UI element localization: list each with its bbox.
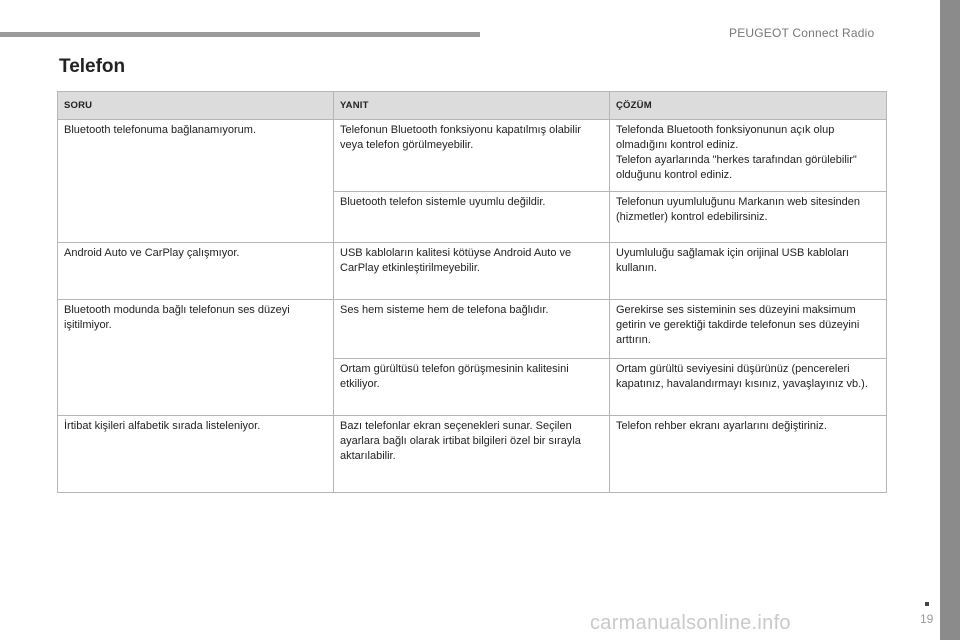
- table-row: [58, 300, 887, 359]
- question-cell: Android Auto ve CarPlay çalışmıyor.: [58, 243, 334, 300]
- solution-line: Telefonda Bluetooth fonksiyonunun açık olup olmadığını kontrol ediniz. Telefon ayarlarında "herkes tarafından görülebilir" olduğunu kontrol ediniz.: [616, 124, 857, 181]
- table-row: [58, 416, 887, 493]
- answer-cell: Bazı telefonlar ekran seçenekleri sunar. Seçilen ayarlara bağlı olarak irtibat bilgileri özel bir sırayla aktarılabilir.: [334, 416, 610, 493]
- page-title: Telefon: [59, 56, 126, 77]
- answer-cell: Bluetooth telefon sistemle uyumlu değildir.: [334, 192, 610, 243]
- table-row: [58, 120, 887, 192]
- faq-table: [57, 91, 887, 493]
- table-header-row: [58, 92, 887, 120]
- solution-cell: Ortam gürültü seviyesini düşürünüz (pencereleri kapatınız, havalandırmayı kısınız, yavaşlayınız vb.).: [610, 359, 887, 416]
- table-row: [58, 243, 887, 300]
- answer-cell: Ses hem sisteme hem de telefona bağlıdır.: [334, 300, 610, 359]
- solution-cell: Gerekirse ses sisteminin ses düzeyini maksimum getirin ve gerektiği takdirde telefonun ses düzeyini arttırın.: [610, 300, 887, 359]
- solution-cell: [610, 120, 887, 192]
- watermark: carmanualsonline.info: [590, 612, 791, 634]
- column-header-solution: ÇÖZÜM: [610, 92, 887, 120]
- solution-cell: Uyumluluğu sağlamak için orijinal USB kabloları kullanın.: [610, 243, 887, 300]
- column-header-answer: YANIT: [334, 92, 610, 120]
- answer-cell: Ortam gürültüsü telefon görüşmesinin kalitesini etkiliyor.: [334, 359, 610, 416]
- page-edge-band: [940, 0, 960, 640]
- question-cell: İrtibat kişileri alfabetik sırada listeleniyor.: [58, 416, 334, 493]
- answer-cell: USB kabloların kalitesi kötüyse Android Auto ve CarPlay etkinleştirilmeyebilir.: [334, 243, 610, 300]
- answer-cell: Telefonun Bluetooth fonksiyonu kapatılmış olabilir veya telefon görülmeyebilir.: [334, 120, 610, 192]
- solution-cell: Telefon rehber ekranı ayarlarını değiştiriniz.: [610, 416, 887, 493]
- solution-cell: Telefonun uyumluluğunu Markanın web sitesinden (hizmetler) kontrol edebilirsiniz.: [610, 192, 887, 243]
- header-rule: [0, 32, 480, 37]
- column-header-question: SORU: [58, 92, 334, 120]
- page-number: 19: [920, 612, 934, 626]
- question-cell: Bluetooth modunda bağlı telefonun ses düzeyi işitilmiyor.: [58, 300, 334, 416]
- bullet-mark: [925, 602, 929, 606]
- question-cell: Bluetooth telefonuma bağlanamıyorum.: [58, 120, 334, 243]
- header-title: PEUGEOT Connect Radio: [729, 26, 875, 40]
